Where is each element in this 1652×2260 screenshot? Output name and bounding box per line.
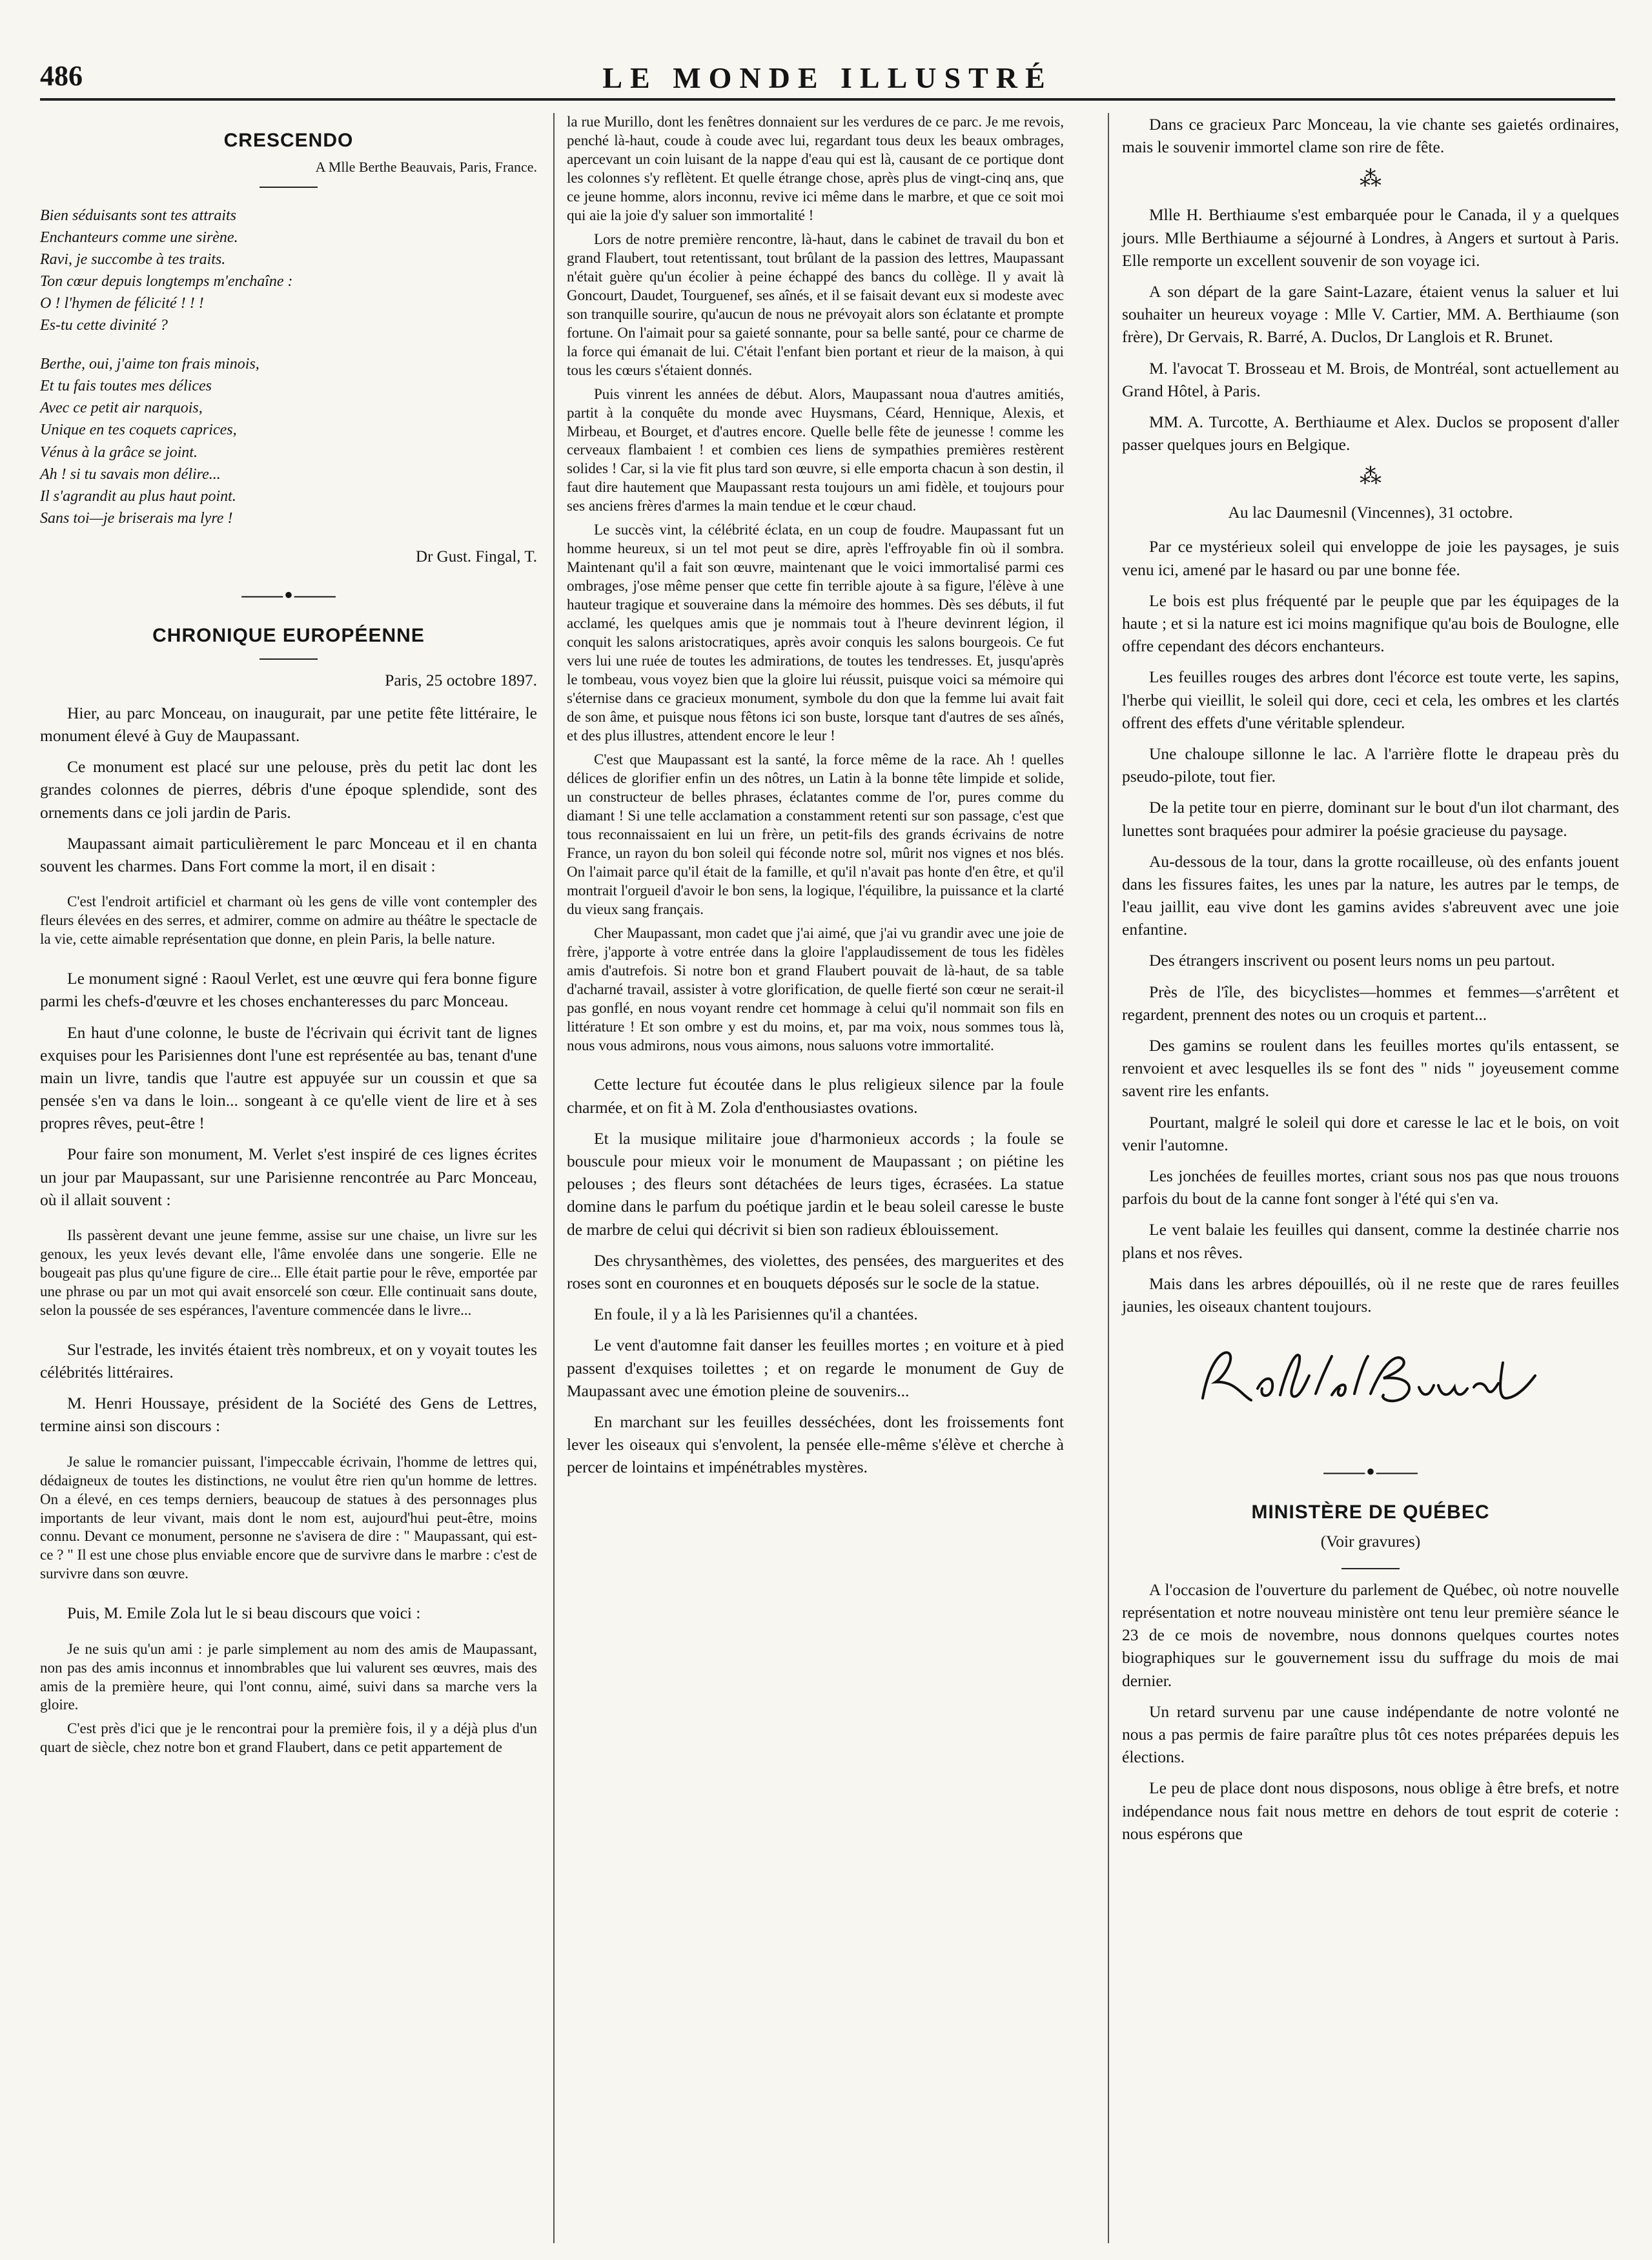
poem-line: Avec ce petit air narquois, bbox=[40, 400, 203, 417]
paragraph: Une chaloupe sillonne le lac. A l'arrière flotte le drapeau près du pseudo-pilote, tout fier. bbox=[1122, 744, 1619, 786]
poem-line: Il s'agrandit au plus haut point. bbox=[40, 487, 236, 505]
zola-speech-continued bbox=[567, 113, 1064, 1055]
page-number: 486 bbox=[40, 60, 83, 92]
quote-text: Je ne suis qu'un ami : je parle simplement au nom des amis de Maupassant, non pas des amis inconnus et innombrables que lui valurent ses œuvres, mais des amis de la première heure, qui l'ont connu, aimé, suivi dans sa marche vers la gloire. bbox=[40, 1640, 537, 1713]
poem-line: Enchanteurs comme une sirène. bbox=[40, 229, 238, 246]
paragraph: Cette lecture fut écoutée dans le plus religieux silence par la foule charmée, et on fit à M. Zola d'enthousiastes ovations. bbox=[567, 1075, 1064, 1117]
column-1 bbox=[40, 113, 537, 1775]
paragraph: En foule, il y a là les Parisiennes qu'il a chantées. bbox=[594, 1305, 918, 1324]
poem-line: Ton cœur depuis longtemps m'enchaîne : bbox=[40, 272, 293, 290]
paragraph: Mlle H. Berthiaume s'est embarquée pour le Canada, il y a quelques jours. Mlle Berthiaume a séjourné à Londres, à Angers et surtout à Paris. Elle remporte un excellent souvenir de son voyage ici. bbox=[1122, 205, 1619, 270]
location-line: Au lac Daumesnil (Vincennes), 31 octobre. bbox=[1228, 503, 1513, 522]
handwritten-signature bbox=[1122, 1337, 1619, 1427]
paragraph: Et la musique militaire joue d'harmonieux accords ; la foule se bouscule pour mieux voir le monument de Maupassant ; on piétine les pelouses ; des fleurs sont détachées de leurs tiges, écrasées. La statue domine dans le parfum du poétique jardin et le beau soleil caresse le buste de marbre de celui qui décrivit si bien son radieux éblouissement. bbox=[567, 1128, 1064, 1239]
paragraph: Maupassant aimait particulièrement le parc Monceau et il en chanta souvent les charmes. Dans Fort comme la mort, il en disait : bbox=[40, 833, 537, 876]
paragraph: Au-dessous de la tour, dans la grotte rocailleuse, où des enfants jouent dans les fissures faites, les unes par la nature, les autres par le temps, de l'eau jaillit, eau vive dont les gamins avides s'abreuvent avec une joie enfantine. bbox=[1122, 851, 1619, 939]
paragraph: A son départ de la gare Saint-Lazare, étaient venus la saluer et lui souhaiter un heureux voyage : Mlle V. Cartier, MM. A. Berthiaume (son frère), Dr Gervais, R. Barré, A. Duclos, Dr Langlois et R. Brunet. bbox=[1122, 281, 1619, 347]
paragraph: Le monument signé : Raoul Verlet, est une œuvre qui fera bonne figure parmi les chefs-d'œuvre et les choses enchanteresses du parc Monceau. bbox=[40, 969, 537, 1011]
short-rule bbox=[1341, 1568, 1400, 1569]
paragraph: MM. A. Turcotte, A. Berthiaume et Alex. Duclos se proposent d'aller passer quelques jours en Belgique. bbox=[1122, 412, 1619, 454]
poem-line: Vénus à la grâce se joint. bbox=[40, 443, 198, 461]
poem-title: CRESCENDO bbox=[223, 130, 354, 151]
paragraph: M. Henri Houssaye, président de la Société des Gens de Lettres, termine ainsi son discours : bbox=[40, 1394, 537, 1436]
poem-line: Sans toi—je briserais ma lyre ! bbox=[40, 509, 233, 527]
paragraph: Un retard survenu par une cause indépendante de notre volonté ne nous a pas permis de faire paraître plus tôt ces notes préparées depuis les élections. bbox=[1122, 1702, 1619, 1767]
column-rule bbox=[1108, 113, 1109, 2243]
poem-line: Ah ! si tu savais mon délire... bbox=[40, 465, 221, 483]
paragraph: Des étrangers inscrivent ou posent leurs noms un peu partout. bbox=[1149, 951, 1555, 970]
quote-text: Lors de notre première rencontre, là-haut, dans le cabinet de travail du bon et grand Flaubert, tout retentissant, tout brûlant de la passion des lettres, Maupassant n'était guère qu'un écolier à peine échappé des bancs du collège. Il y avait là Goncourt, Daudet, Tourguenef, ses aînés, et il se faisait devant eux si modeste avec son tranquille sourire, qu'aucun de nous ne prévoyait alors son éclatante et prompte fortune. On l'aimait pour sa gaieté sonnante, pour sa belle santé, pour ce charme de la force qui émanait de lui. C'était l'enfant bien portant et rieur de la maison, à qui tous les cœurs s'étaient donnés. bbox=[567, 230, 1064, 378]
poem-stanza bbox=[40, 205, 537, 336]
poem-line: Berthe, oui, j'aime ton frais minois, bbox=[40, 356, 260, 373]
poem bbox=[40, 205, 537, 529]
poem-line: O ! l'hymen de félicité ! ! ! bbox=[40, 295, 204, 312]
paragraph: Puis, M. Emile Zola lut le si beau discours que voici : bbox=[67, 1603, 421, 1623]
paragraph: Sur l'estrade, les invités étaient très nombreux, et on y voyait toutes les célébrités littéraires. bbox=[40, 1339, 537, 1382]
short-rule bbox=[260, 187, 318, 188]
article-subtitle: (Voir gravures) bbox=[1320, 1531, 1421, 1551]
poem-line: Ravi, je succombe à tes traits. bbox=[40, 250, 226, 268]
column-2 bbox=[567, 113, 1064, 1487]
column-rule bbox=[553, 113, 555, 2243]
column-3 bbox=[1122, 113, 1619, 1853]
paragraph: Les jonchées de feuilles mortes, criant sous nos pas que nous trouons parfois du bout de la canne font songer à l'été qui s'en va. bbox=[1122, 1166, 1619, 1208]
paragraph: De la petite tour en pierre, dominant sur le bout d'un ilot charmant, des lunettes sont braquées pour admirer la poésie gracieuse du paysage. bbox=[1122, 798, 1619, 840]
paragraph: Le vent d'automne fait danser les feuilles mortes ; en voiture et à pied passent d'exquises toilettes ; et on regarde le monument de Guy de Maupassant avec une émotion pleine de souvenirs... bbox=[567, 1336, 1064, 1400]
quote-text: la rue Murillo, dont les fenêtres donnaient sur les verdures de ce parc. Je me revois, penché là-haut, coude à coude avec lui, regardant tous deux les beaux ombrages, apercevant un coin luisant de la nappe d'eau qui est là, causant de ce portique dont les colonnes s'y reflètent. Et quelle étrange chose, après plus de vingt-cinq ans, que ce jeune homme, alors inconnu, revive ici même dans le marbre, et que ce soit moi qui aie la joie d'y saluer son immortalité ! bbox=[567, 114, 1064, 223]
paragraph: Dans ce gracieux Parc Monceau, la vie chante ses gaietés ordinaires, mais le souvenir immortel clame son rire de fête. bbox=[1122, 115, 1619, 157]
short-rule bbox=[260, 658, 318, 660]
signature-image bbox=[1190, 1337, 1551, 1421]
paragraph: Des gamins se roulent dans les feuilles mortes qu'ils entassent, se renvoient et avec lesquelles ils se font des " nids " joyeusement comme savent rire les enfants. bbox=[1122, 1036, 1619, 1101]
poem-signature: Dr Gust. Fingal, T. bbox=[416, 547, 537, 565]
paragraph: Mais dans les arbres dépouillés, où il ne reste que de rares feuilles jaunies, les oiseaux chantent toujours. bbox=[1122, 1274, 1619, 1316]
block-quote bbox=[40, 1453, 537, 1584]
paragraph: Le bois est plus fréquenté par le peuple que par les équipages de la haute ; et si la nature est ici moins magnifique qu'au bois de Boulogne, elle offre cependant des décors enchanteurs. bbox=[1122, 591, 1619, 656]
quote-text: Je salue le romancier puissant, l'impeccable écrivain, l'homme de lettres qui, dédaigneux de toutes les distinctions, ne voulut être rien qu'un homme de lettres. On a élevé, en ces temps derniers, beaucoup de statues à des personnages plus importants de leur vivant, mais dont le nom est, aujourd'hui peut-être, moins connu. Devant ce monument, personne ne s'avisera de dire : " Maupassant, qui est-ce ? " Il est une chose plus enviable encore que de survivre dans le marbre : c'est de survivre dans son œuvre. bbox=[40, 1453, 537, 1582]
masthead: LE MONDE ILLUSTRÉ bbox=[602, 61, 1053, 94]
asterism-divider: ⁂ bbox=[1360, 167, 1382, 192]
paragraph: M. l'avocat T. Brosseau et M. Brois, de Montréal, sont actuellement au Grand Hôtel, à Paris. bbox=[1122, 358, 1619, 400]
ornament-divider: ⸺•⸺ bbox=[240, 580, 337, 610]
paragraph: Hier, au parc Monceau, on inaugurait, par une petite fête littéraire, le monument élevé à Guy de Maupassant. bbox=[40, 703, 537, 746]
paragraph: Le peu de place dont nous disposons, nous oblige à être brefs, et notre indépendance nous fait nous mettre en dehors de tout esprit de coterie : nous espérons que bbox=[1122, 1778, 1619, 1843]
asterism-divider: ⁂ bbox=[1360, 465, 1382, 489]
zola-speech bbox=[40, 1640, 537, 1758]
ornament-divider: ⸺•⸺ bbox=[1322, 1457, 1419, 1487]
paragraph: A l'occasion de l'ouverture du parlement de Québec, où notre nouvelle représentation et notre nouveau ministère ont tenu leur première séance le 23 de ce mois de novembre, nous donnons quelques courtes notes biographiques sur le gouvernement issu du suffrage du mois de mai dernier. bbox=[1122, 1580, 1619, 1690]
paragraph: Les feuilles rouges des arbres dont l'écorce est toute verte, les sapins, l'herbe qui vieillit, le soleil qui dore, ceci et cela, les ombres et les clartés offrent des effets d'une véritable splendeur. bbox=[1122, 667, 1619, 732]
quote-text: C'est près d'ici que je le rencontrai pour la première fois, il y a déjà plus d'un quart de siècle, chez notre bon et grand Flaubert, dans ce petit appartement de bbox=[40, 1720, 537, 1756]
paragraph: Le vent balaie les feuilles qui dansent, comme la destinée charrie nos plans et nos rêves. bbox=[1122, 1220, 1619, 1262]
paragraph: En marchant sur les feuilles desséchées, dont les froissements font lever les oiseaux qui s'envolent, la pensée elle-même s'élève et cherche à percer de lointains et impénétrables mystères. bbox=[567, 1412, 1064, 1477]
quote-text: Puis vinrent les années de début. Alors, Maupassant noua d'autres amitiés, partit à la conquête du monde avec Huysmans, Céard, Hennique, Alexis, et Mirbeau, et Bourget, et d'autres encore. Quelle belle fête de jeunesse ! comme les cerveaux flambaient ! et combien ces liens de sympathies premières restèrent solides ! Car, si la vie fit plus tard son œuvre, si elle emporta chacun à son destin, il faut dire hautement que Maupassant resta toujours un ami fidèle, et toujours pour ses anciens frères d'armes la main tendue et le cœur chaud. bbox=[567, 385, 1064, 514]
quote-text: Le succès vint, la célébrité éclata, en un coup de foudre. Maupassant fut un homme heureux, si un tel mot peut se dire, après l'effroyable fin où il sombra. Maintenant qu'il a fait son œuvre, maintenant que le voici immortalisé parmi ces ombrages, j'ose même penser que cette fin terrible ajoute à sa figure, l'élève à une hauteur tragique et souveraine dans la mémoire des hommes. Dès ses débuts, il fut acclamé, les quelques amis que je nommais tout à l'heure devinrent légion, il conquit les salons aristocratiques, après avoir conquis les salons bourgeois. Ce fut vers lui une ruée de toutes les admirations, de toutes les tendresses. Et, jusqu'après le tombeau, vous voyez bien que la gloire lui réussit, puisque voici sa mémoire qui s'éternise dans ce gracieux monument, symbole du don que la femme lui avait fait de son âme, et puisque nous fêtons ici son buste, lorsque tant d'autres de ses aînés, et des plus illustres, attendent encore le leur ! bbox=[567, 522, 1064, 744]
poem-stanza bbox=[40, 353, 537, 529]
dateline: Paris, 25 octobre 1897. bbox=[385, 670, 537, 689]
block-quote bbox=[40, 1227, 537, 1320]
paragraph: Pourtant, malgré le soleil qui dore et caresse le lac et le bois, on voit venir l'automne. bbox=[1122, 1112, 1619, 1154]
paragraph: Par ce mystérieux soleil qui enveloppe de joie les paysages, je suis venu ici, amené par le hasard ou par une bonne fée. bbox=[1122, 537, 1619, 579]
poem-line: Bien séduisants sont tes attraits bbox=[40, 207, 237, 224]
article-title: MINISTÈRE DE QUÉBEC bbox=[1251, 1502, 1490, 1523]
poem-line: Unique en tes coquets caprices, bbox=[40, 422, 237, 439]
paragraph: Ce monument est placé sur une pelouse, près du petit lac dont les grandes colonnes de pierres, débris d'une époque splendide, sont des ornements dans ce joli jardin de Paris. bbox=[40, 757, 537, 822]
poem-dedication: A Mlle Berthe Beauvais, Paris, France. bbox=[315, 159, 537, 176]
quote-text: C'est l'endroit artificiel et charmant où les gens de ville vont contempler des fleurs élevées en des serres, et admirer, comme on admire au théâtre le spectacle de la vie, cette aimable représentation que donne, en plein Paris, la belle nature. bbox=[40, 893, 537, 948]
quote-text: Cher Maupassant, mon cadet que j'ai aimé, que j'ai vu grandir avec une joie de frère, j'apporte à votre entrée dans la gloire l'applaudissement de tous les fidèles amis d'autrefois. Si notre bon et grand Flaubert pouvait de là-haut, de sa table d'acharné travail, assister à votre glorification, de quelle fierté son cœur ne serait-il pas gonflé, en nous voyant rendre cet hommage à celui qu'il nommait son fils en littérature ! Et son ombre y est du moins, et, par ma voix, nous sommes tous là, nous vous admirons, nous vous aimons, nous saluons votre immortalité. bbox=[567, 924, 1064, 1054]
block-quote bbox=[40, 893, 537, 949]
page-header bbox=[40, 59, 1615, 101]
paragraph: Près de l'île, des bicyclistes—hommes et femmes—s'arrêtent et regardent, prennent des notes ou un croquis et partent... bbox=[1122, 982, 1619, 1024]
quote-text: C'est que Maupassant est la santé, la force même de la race. Ah ! quelles délices de glorifier enfin un des nôtres, un Latin à la bonne tête limpide et solide, un constructeur de belles phrases, éclatantes comme de l'or, pures comme du diamant ! Si une telle acclamation a constamment retenti sur son passage, c'est que tous reconnaissaient en lui un frère, un petit-fils des grands écrivains de notre France, un rayon du bon soleil qui féconde notre sol, mûrit nos vignes et nos blés. On l'aimait parce qu'il était de la famille, et qu'il n'avait pas honte d'en être, et qu'il montrait l'orgueil d'avoir le bon sens, la logique, l'équilibre, la puissance et la clarté du vieux sang français. bbox=[567, 751, 1064, 917]
paragraph: En haut d'une colonne, le buste de l'écrivain qui écrivit tant de lignes exquises pour les Parisiennes dont l'une est représentée au bas, tenant d'une main un livre, tandis que l'autre est appuyée sur un coussin et que sa pensée s'en va dans le loin... songeant à ce qu'elle vient de lire et à ses propres rêves, peut-être ! bbox=[40, 1023, 537, 1133]
quote-text: Ils passèrent devant une jeune femme, assise sur une chaise, un livre sur les genoux, les yeux levés devant elle, l'âme envolée dans une songerie. Elle ne bougeait pas plus qu'une figure de cire... Elle était partie pour le rêve, emportée par une phrase ou par un mot qui avait ensorcelé son cœur. Elle continuait sans doute, selon la poussée de ses espérances, l'aventure commencée dans le livre... bbox=[40, 1227, 537, 1318]
paragraph: Des chrysanthèmes, des violettes, des pensées, des marguerites et des roses sont en couronnes et en bouquets déposés sur le socle de la statue. bbox=[567, 1250, 1064, 1292]
article-title: CHRONIQUE EUROPÉENNE bbox=[152, 625, 425, 647]
poem-line: Es-tu cette divinité ? bbox=[40, 317, 168, 334]
poem-line: Et tu fais toutes mes délices bbox=[40, 378, 212, 395]
paragraph: Pour faire son monument, M. Verlet s'est inspiré de ces lignes écrites un jour par Maupassant, sur une Parisienne rencontrée au Parc Monceau, où il allait souvent : bbox=[40, 1145, 537, 1209]
